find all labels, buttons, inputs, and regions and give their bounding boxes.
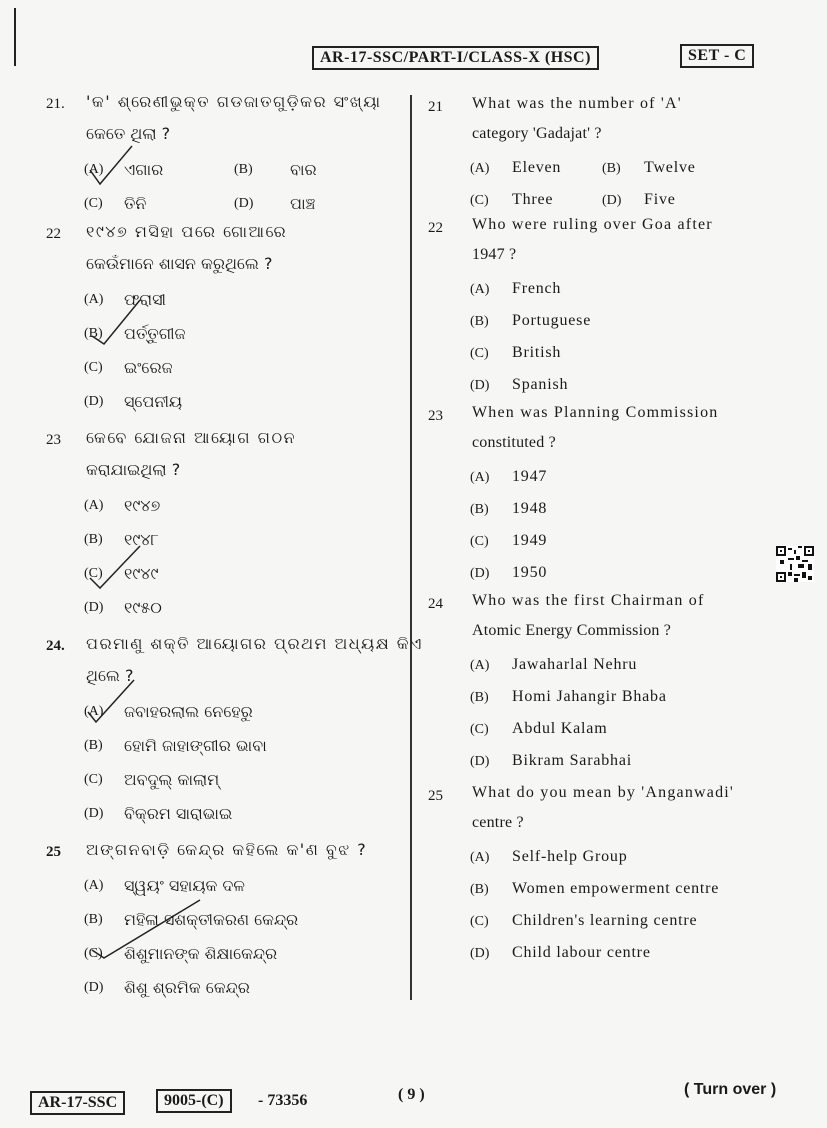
odia-question-text: ପରମାଣୁ ଶକ୍ତି ଆୟୋଗର ପ୍ରଥମ ଅଧ୍ୟକ୍ଷ କିଏ — [86, 634, 423, 653]
english-option-text: French — [512, 280, 562, 297]
english-option-text: 1947 — [512, 468, 548, 485]
english-option-text: Abdul Kalam — [512, 720, 608, 737]
tick-q22 — [92, 300, 140, 344]
tick-q24 — [88, 680, 134, 722]
odia-question-number: 25 — [46, 844, 61, 860]
english-option-label: (A) — [470, 161, 490, 176]
tick-q23 — [90, 546, 140, 588]
english-option-label: (B) — [470, 882, 489, 897]
english-option-text: Eleven — [512, 159, 562, 176]
english-option-label: (C) — [470, 722, 489, 737]
odia-option-label: (D) — [84, 806, 104, 821]
odia-option-label: (A) — [84, 162, 104, 177]
odia-question-text: ୧୯୪୭ ମସିହା ପରେ ଗୋଆରେ — [86, 222, 288, 241]
english-option-text: Self-help Group — [512, 848, 628, 865]
odia-option-label: (B) — [84, 912, 103, 927]
english-option-text: Women empowerment centre — [512, 880, 720, 897]
odia-option-label: (D) — [84, 980, 104, 995]
english-option-label: (A) — [470, 282, 490, 297]
odia-option-text: ୧୯୪୯ — [124, 564, 159, 583]
footer-booklet: 9005-(C) — [156, 1089, 232, 1113]
english-question-text: constituted ? — [472, 434, 556, 451]
odia-option-text: ଫରାସୀ — [124, 290, 167, 309]
odia-question-text: କରାଯାଇଥିଲା ? — [86, 460, 181, 479]
english-option-label: (D) — [470, 566, 490, 581]
english-option-text: Homi Jahangir Bhaba — [512, 688, 667, 705]
english-question-number: 21 — [428, 99, 443, 115]
english-option-label: (B) — [470, 690, 489, 705]
english-option-text: 1948 — [512, 500, 548, 517]
page-number: ( 9 ) — [398, 1086, 425, 1103]
odia-question-number: 23 — [46, 432, 61, 448]
odia-option-text: ତିନି — [124, 194, 147, 213]
set-label: SET - C — [680, 44, 754, 68]
paper-code: AR-17-SSC/PART-I/CLASS-X (HSC) — [312, 46, 599, 70]
odia-option-label: (A) — [84, 878, 104, 893]
odia-option-text: ଇଂରେଜ — [124, 358, 173, 377]
turn-over: ( Turn over ) — [684, 1081, 777, 1098]
footer-serial: - 73356 — [258, 1092, 308, 1109]
odia-option-text: ମହିଳା ସଶକ୍ତୀକରଣ କେନ୍ଦ୍ର — [124, 910, 299, 929]
odia-question-number: 21. — [46, 96, 65, 112]
english-option-text: Portuguese — [512, 312, 592, 329]
english-option-label: (B) — [470, 502, 489, 517]
english-option-text: British — [512, 344, 562, 361]
odia-option-label: (B) — [84, 532, 103, 547]
odia-option-label: (D) — [234, 196, 254, 211]
english-question-number: 25 — [428, 788, 443, 804]
english-option-label: (D) — [470, 946, 490, 961]
odia-option-label: (C) — [84, 946, 103, 961]
odia-option-label: (B) — [84, 738, 103, 753]
odia-option-text: ଶିଶୁମାନଙ୍କ ଶିକ୍ଷାକେନ୍ଦ୍ର — [124, 944, 278, 963]
odia-option-label: (D) — [84, 600, 104, 615]
tick-q25 — [92, 900, 200, 958]
odia-option-text: ସ୍ପେନୀୟ — [124, 392, 183, 411]
odia-option-text: ୧୯୫୦ — [124, 598, 162, 617]
odia-option-text: ବାର — [290, 160, 317, 179]
english-option-label: (D) — [470, 754, 490, 769]
odia-question-text: ଅଙ୍ଗନବାଡ଼ି କେନ୍ଦ୍ର କହିଲେ କ'ଣ ବୁଝ ? — [86, 840, 368, 859]
odia-question-text: 'କ' ଶ୍ରେଣୀଭୁକ୍ତ ଗଡଜାତଗୁଡ଼ିକର ସଂଖ୍ୟା — [86, 92, 382, 111]
english-option-text: Twelve — [644, 159, 696, 176]
english-option-text: Child labour centre — [512, 944, 651, 961]
english-option-text: Jawaharlal Nehru — [512, 656, 638, 673]
odia-question-number: 22 — [46, 226, 61, 242]
english-question-text: Atomic Energy Commission ? — [472, 622, 672, 639]
odia-question-text: କେଉଁମାନେ ଶାସନ କରୁଥିଲେ ? — [86, 254, 273, 273]
english-option-label: (B) — [602, 161, 621, 176]
english-option-label: (A) — [470, 658, 490, 673]
odia-option-text: ଜବାହରଲାଲ ନେହେରୁ — [124, 702, 253, 721]
footer-code: AR-17-SSC — [30, 1091, 125, 1115]
odia-option-label: (C) — [84, 566, 103, 581]
odia-option-text: ଶିଶୁ ଶ୍ରମିକ କେନ୍ଦ୍ର — [124, 978, 250, 997]
odia-option-text: ଏଗାର — [124, 160, 164, 179]
tick-q21 — [90, 146, 132, 184]
odia-option-text: ୧୯୪୮ — [124, 530, 159, 549]
english-option-text: Five — [644, 191, 676, 208]
english-option-label: (A) — [470, 470, 490, 485]
english-question-text: Who were ruling over Goa after — [472, 216, 713, 233]
odia-option-label: (A) — [84, 704, 104, 719]
english-question-text: What do you mean by 'Anganwadi' — [472, 784, 735, 801]
odia-question-text: କେବେ ଯୋଜନା ଆୟୋଗ ଗଠନ — [86, 428, 297, 447]
english-option-label: (C) — [470, 534, 489, 549]
odia-question-text: କେତେ ଥିଲା ? — [86, 124, 171, 143]
english-question-number: 23 — [428, 408, 443, 424]
odia-option-label: (A) — [84, 498, 104, 513]
english-option-label: (C) — [470, 346, 489, 361]
english-question-text: What was the number of 'A' — [472, 95, 682, 112]
english-question-text: 1947 ? — [472, 246, 517, 263]
english-option-label: (C) — [470, 914, 489, 929]
english-option-label: (D) — [470, 378, 490, 393]
odia-option-label: (A) — [84, 292, 104, 307]
english-question-text: centre ? — [472, 814, 524, 831]
odia-option-label: (B) — [234, 162, 253, 177]
english-option-text: Three — [512, 191, 554, 208]
odia-option-text: ୧୯୪୭ — [124, 496, 161, 515]
odia-option-label: (C) — [84, 360, 103, 375]
odia-question-text: ଥିଲେ ? — [86, 666, 134, 685]
odia-option-text: ବିକ୍ରମ ସାରାଭାଇ — [124, 804, 233, 823]
odia-option-text: ପର୍ତ୍ତୁଗୀଜ — [124, 324, 186, 343]
english-option-text: 1949 — [512, 532, 548, 549]
english-option-label: (A) — [470, 850, 490, 865]
odia-option-label: (B) — [84, 326, 103, 341]
odia-option-label: (C) — [84, 196, 103, 211]
english-option-text: Children's learning centre — [512, 912, 698, 929]
odia-question-number: 24. — [46, 638, 65, 654]
odia-option-label: (C) — [84, 772, 103, 787]
english-question-number: 22 — [428, 220, 443, 236]
english-question-number: 24 — [428, 596, 443, 612]
english-question-text: When was Planning Commission — [472, 404, 719, 421]
english-option-label: (B) — [470, 314, 489, 329]
english-question-text: Who was the first Chairman of — [472, 592, 705, 609]
odia-option-text: ସ୍ୱୟଂ ସହାୟକ ଦଳ — [124, 876, 245, 895]
odia-option-text: ହୋମି ଜାହାଙ୍ଗୀର ଭାବା — [124, 736, 267, 755]
odia-option-text: ପାଞ୍ଚ — [290, 194, 316, 213]
english-option-text: 1950 — [512, 564, 548, 581]
odia-option-text: ଅବଦୁଲ୍ କାଲାମ୍ — [124, 770, 220, 789]
qr-code — [776, 546, 814, 582]
english-option-label: (D) — [602, 193, 622, 208]
english-option-text: Spanish — [512, 376, 569, 393]
odia-option-label: (D) — [84, 394, 104, 409]
english-option-text: Bikram Sarabhai — [512, 752, 632, 769]
english-question-text: category 'Gadajat' ? — [472, 125, 602, 142]
english-option-label: (C) — [470, 193, 489, 208]
